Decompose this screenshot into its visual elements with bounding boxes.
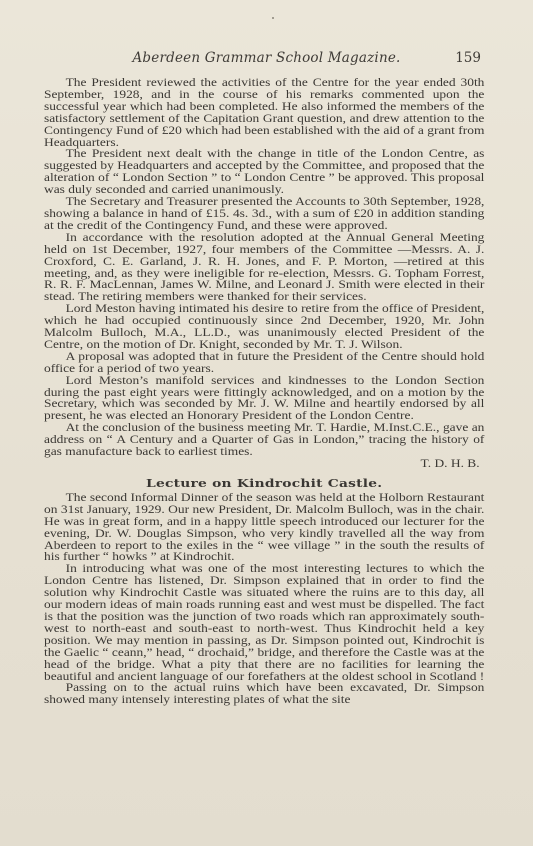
paragraph: The President next dealt with the change in title of the London Centre, as suggested by Headquarters and accepted by the Committee, and proposed that the alteration of “ London Section ” to “ London Centre ” be approved. This proposal was duly seconded and carried unanimously. (44, 148, 485, 197)
section-heading: Lecture on Kindrochit Castle. (146, 475, 383, 490)
running-header (44, 50, 489, 70)
paragraph: Lord Meston’s manifold services and kindnesses to the London Section during the past eight years were fittingly acknowledged, and on a motion by the Secretary, which was seconded by Mr. J. W. Milne and heartily endorsed by all present, he was elected an Honorary President of the London Centre. (44, 374, 485, 423)
paper-speck (272, 17, 274, 19)
paragraph: The second Informal Dinner of the season was held at the Holborn Restaurant on 31st January, 1929. Our new President, Dr. Malcolm Bulloch, was in the chair. He was in great form, and in a happy little speech introduced our lecturer for the evening, Dr. W. Douglas Simpson, who very kindly travelled all the way from Aberdeen to report to the exiles in the “ wee village ” in the south the results of his further “ howks ” at Kindrochit. (44, 491, 485, 564)
paragraph: A proposal was adopted that in future the President of the Centre should hold office for a period of two years. (44, 350, 485, 375)
paragraph: The Secretary and Treasurer presented the Accounts to 30th September, 1928, showing a balance in hand of £15. 4s. 3d., with a sum of £20 in addition standing at the credit of the Contingency Fund, and these were approved. (44, 196, 485, 232)
paragraph: At the conclusion of the business meeting Mr. T. Hardie, M.Inst.C.E., gave an address on “ A Century and a Quarter of Gas in London,” tracing the history of gas manufacture back to earliest times. (44, 422, 485, 459)
paragraph: Lord Meston having intimated his desire to retire from the office of President, which he had occupied continuously since 2nd December, 1920, Mr. John Malcolm Bulloch, M.A., LL.D., was unanimously elected President of the Centre, on the motion of Dr. Knight, seconded by Mr. T. J. Wilson. (44, 303, 485, 351)
article-body (44, 78, 484, 707)
paragraph: In accordance with the resolution adopted at the Annual General Meeting held on 1st December, 1927, four members of the Committee —Messrs. A. J. Croxford, C. E. Garland, J. R. H. Jones, and F. P. Morton, —retired at this meeting, and, as they were ineligible for re-election, Messrs. G. Topham Forrest, R. R. F. MacLennan, James W. Milne, and Leonard J. Smith were elected in their stead. The retiring members were thanked for their services. (44, 231, 485, 304)
paragraph: Passing on to the actual ruins which have been excavated, Dr. Simpson showed many intensely interesting plates of what the site (44, 682, 485, 707)
paragraph: The President reviewed the activities of the Centre for the year ended 30th September, 1928, and in the course of his remarks commented upon the successful year which had been completed. He also informed the members of the satisfactory settlement of the Capitation Grant question, and drew attention to the Contingency Fund of £20 which had been established with the aid of a grant from Headquarters. (44, 77, 485, 149)
paragraph: In introducing what was one of the most interesting lectures to which the London Centre has listened, Dr. Simpson explained that in order to find the solution why Kindrochit Castle was situated where the ruins are to this day, all our modern ideas of main roads running east and west must be dispelled. The fact is that the position was the junction of two roads which ran approximately south-west to north-east and south-east to north-west. Thus Kindrochit held a key position. We may mention in passing, as Dr. Simpson pointed out, Kindrochit is the Gaelic “ ceann,” head, “ drochaid,” bridge, and therefore the Castle was at the head of the bridge. What a pity that there are no facilities for learning the beautiful and ancient language of our forefathers at the oldest school in Scotland ! (44, 563, 485, 683)
page-number: 159 (455, 50, 481, 66)
magazine-title: Aberdeen Grammar School Magazine. (132, 50, 401, 66)
author-initials: T. D. H. B. (420, 458, 480, 470)
